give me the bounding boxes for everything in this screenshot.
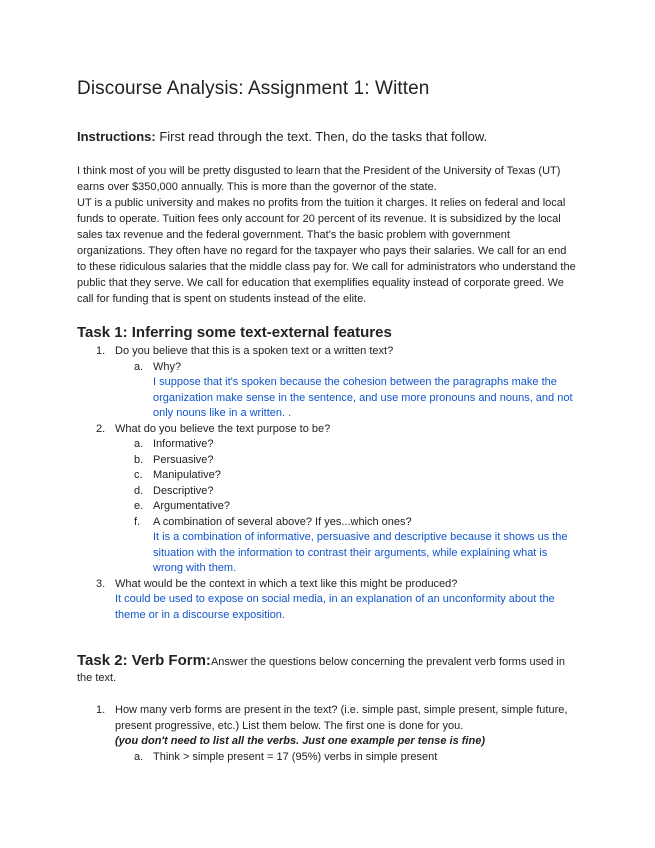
instructions-text: First read through the text. Then, do the tasks that follow. — [155, 129, 488, 144]
task-1-question-1-sub-a — [77, 360, 578, 376]
option-text: Descriptive? — [153, 484, 214, 497]
task-1 — [77, 324, 578, 623]
option-text: A combination of several above? If yes...which ones? — [153, 515, 412, 528]
task-2-question-1-sub-a — [77, 750, 578, 766]
task-1-answer-2: It is a combination of informative, persuasive and descriptive because it shows us the situation with the information to contrast their arguments, while explaining what is wrong with them. — [153, 531, 568, 574]
option-letter: d. — [134, 484, 144, 497]
option-a — [77, 437, 578, 453]
note-text: (you don't need to list all the verbs. Just one example per tense is fine) — [115, 735, 485, 747]
question-number: 3. — [96, 577, 106, 590]
question-number: 2. — [96, 422, 106, 435]
task-1-heading: Task 1: Inferring some text-external features — [77, 324, 392, 341]
task-2-intro: Answer the questions below concerning the prevalent verb forms used in the text. — [77, 656, 565, 684]
question-number: 1. — [96, 345, 106, 357]
sub-letter: a. — [134, 360, 144, 373]
option-b — [77, 453, 578, 469]
option-text: Persuasive? — [153, 453, 214, 466]
task-2-header — [77, 653, 578, 686]
task-2 — [77, 653, 578, 765]
question-number: 1. — [96, 704, 106, 716]
task-1-question-3 — [77, 577, 578, 593]
option-letter: f. — [134, 515, 141, 528]
task-2-list — [77, 703, 578, 765]
passage-paragraph-2: UT is a public university and makes no profits from the tuition it charges. It relies on federal and local funds to operate. Tuition fees only account for 20 percent of its revenue. It is subsidized by the local sales tax revenue and the federal government. That's the basic problem with government organizations. They often have no regard for the taxpayer who pays their salaries. We call for an end to these ridiculous salaries that the middle class pay for. We call for administrators who understand the public that they serve. We call for education that exemplifies equality instead of corporate greed. We call for funding that is spent on students instead of the elite. — [77, 197, 576, 305]
task-2-note — [77, 734, 578, 750]
passage — [77, 163, 578, 307]
document-title: Discourse Analysis: Assignment 1: Witten — [77, 78, 430, 99]
instructions-label: Instructions: — [77, 129, 156, 144]
task-2-question-1 — [77, 703, 578, 734]
task-2-heading: Task 2: Verb Form: — [77, 652, 211, 669]
task-1-question-1 — [77, 344, 578, 360]
instructions — [77, 129, 578, 144]
question-text: What would be the context in which a text like this might be produced? — [115, 577, 458, 590]
option-e — [77, 499, 578, 515]
option-text: Argumentative? — [153, 500, 231, 512]
question-text: What do you believe the text purpose to be? — [115, 422, 331, 435]
passage-paragraph-1: I think most of you will be pretty disgusted to learn that the President of the University of Texas (UT) earns over $350,000 annually. This is more than the governor of the state. — [77, 165, 561, 193]
task-1-answer-3: It could be used to expose on social media, in an explanation of an unconformity about the theme or in a discourse exposition. — [115, 593, 555, 621]
task-1-answer-1: I suppose that it's spoken because the cohesion between the paragraphs make the organization make sense in the sentence, and use more pronouns and nouns, and not only nouns like in a written. . — [153, 376, 573, 419]
question-text: How many verb forms are present in the text? (i.e. simple past, simple present, simple future, present progressive, etc.) List them below. The first one is done for you. — [115, 704, 568, 732]
sub-text: Think > simple present = 17 (95%) verbs in simple present — [153, 750, 438, 763]
option-f — [77, 515, 578, 531]
option-letter: e. — [134, 500, 144, 512]
option-letter: a. — [134, 438, 144, 450]
sub-text: Why? — [153, 360, 182, 373]
option-c — [77, 468, 578, 484]
sub-letter: a. — [134, 750, 144, 763]
option-letter: c. — [134, 469, 143, 481]
option-letter: b. — [134, 453, 144, 466]
task-1-question-2 — [77, 422, 578, 438]
option-d — [77, 484, 578, 500]
option-text: Manipulative? — [153, 469, 221, 481]
question-text: Do you believe that this is a spoken text or a written text? — [115, 345, 394, 357]
option-text: Informative? — [153, 438, 214, 450]
